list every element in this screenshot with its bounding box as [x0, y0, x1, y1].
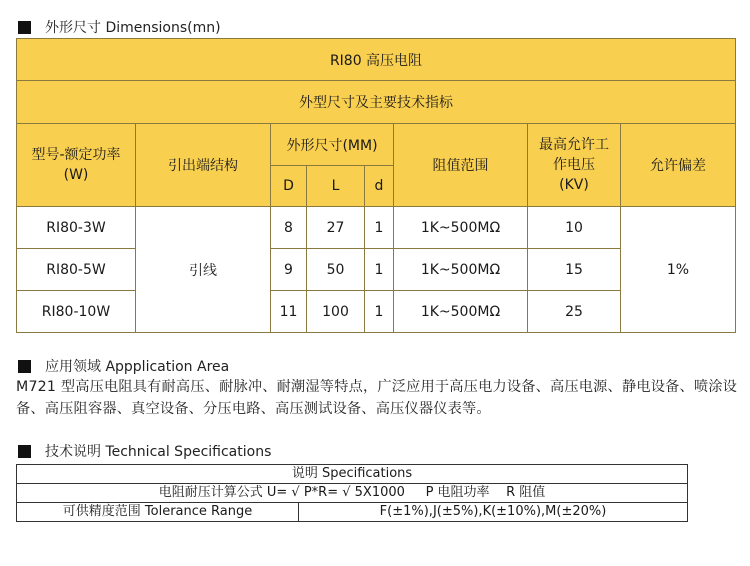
header-L: L [307, 166, 365, 207]
cell-model: RI80-3W [17, 207, 136, 249]
cell-range: 1K~500MΩ [394, 291, 528, 333]
cell-L: 27 [307, 207, 365, 249]
bullet-square-icon [18, 360, 31, 373]
section-specs-heading [18, 441, 271, 461]
dimensions-table [16, 38, 736, 333]
header-D: D [271, 166, 307, 207]
cell-voltage: 10 [528, 207, 621, 249]
header-lead-structure: 引出端结构 [136, 124, 271, 207]
spec-tolerance-value: F(±1%),J(±5%),K(±10%),M(±20%) [299, 503, 688, 522]
table-subtitle-cell: 外型尺寸及主要技术指标 [17, 81, 736, 124]
header-tolerance: 允许偏差 [621, 124, 736, 207]
section-title: 外形尺寸 Dimensions(mn) [45, 20, 221, 36]
cell-model: RI80-5W [17, 249, 136, 291]
specifications-table [16, 464, 688, 522]
cell-L: 50 [307, 249, 365, 291]
cell-range: 1K~500MΩ [394, 207, 528, 249]
header-model: 型号-额定功率 (W) [17, 124, 136, 207]
application-text: M721 型高压电阻具有耐高压、耐脉冲、耐潮湿等特点，广泛应用于高压电力设备、高压电源、静电设备、喷涂设备、高压阻容器、真空设备、分压电路、高压测试设备、高压仪器仪表等。 [16, 379, 738, 417]
cell-voltage: 25 [528, 291, 621, 333]
section-dimensions-heading [18, 17, 221, 37]
cell-D: 11 [271, 291, 307, 333]
cell-model: RI80-10W [17, 291, 136, 333]
product-title-cell: RI80 高压电阻 [17, 39, 736, 81]
section-application-heading [18, 356, 229, 376]
header-dimensions: 外形尺寸(MM) [271, 124, 394, 166]
cell-d: 1 [365, 291, 394, 333]
spec-tolerance-label: 可供精度范围 Tolerance Range [17, 503, 299, 522]
cell-d: 1 [365, 249, 394, 291]
cell-D: 9 [271, 249, 307, 291]
bullet-square-icon [18, 445, 31, 458]
spec-header: 说明 Specifications [17, 465, 688, 484]
cell-voltage: 15 [528, 249, 621, 291]
section-title: 技术说明 Technical Specifications [45, 444, 272, 460]
section-title: 应用领域 Appplication Area [45, 359, 230, 375]
header-d: d [365, 166, 394, 207]
cell-lead-structure: 引线 [136, 207, 271, 333]
cell-tolerance: 1% [621, 207, 736, 333]
bullet-square-icon [18, 21, 31, 34]
spec-formula: 电阻耐压计算公式 U= √ P*R= √ 5X1000 P 电阻功率 R 阻值 [17, 484, 688, 503]
cell-range: 1K~500MΩ [394, 249, 528, 291]
table-row [17, 207, 736, 249]
cell-D: 8 [271, 207, 307, 249]
header-resistance-range: 阻值范围 [394, 124, 528, 207]
cell-d: 1 [365, 207, 394, 249]
header-max-voltage: 最高允许工 作电压 (KV) [528, 124, 621, 207]
cell-L: 100 [307, 291, 365, 333]
